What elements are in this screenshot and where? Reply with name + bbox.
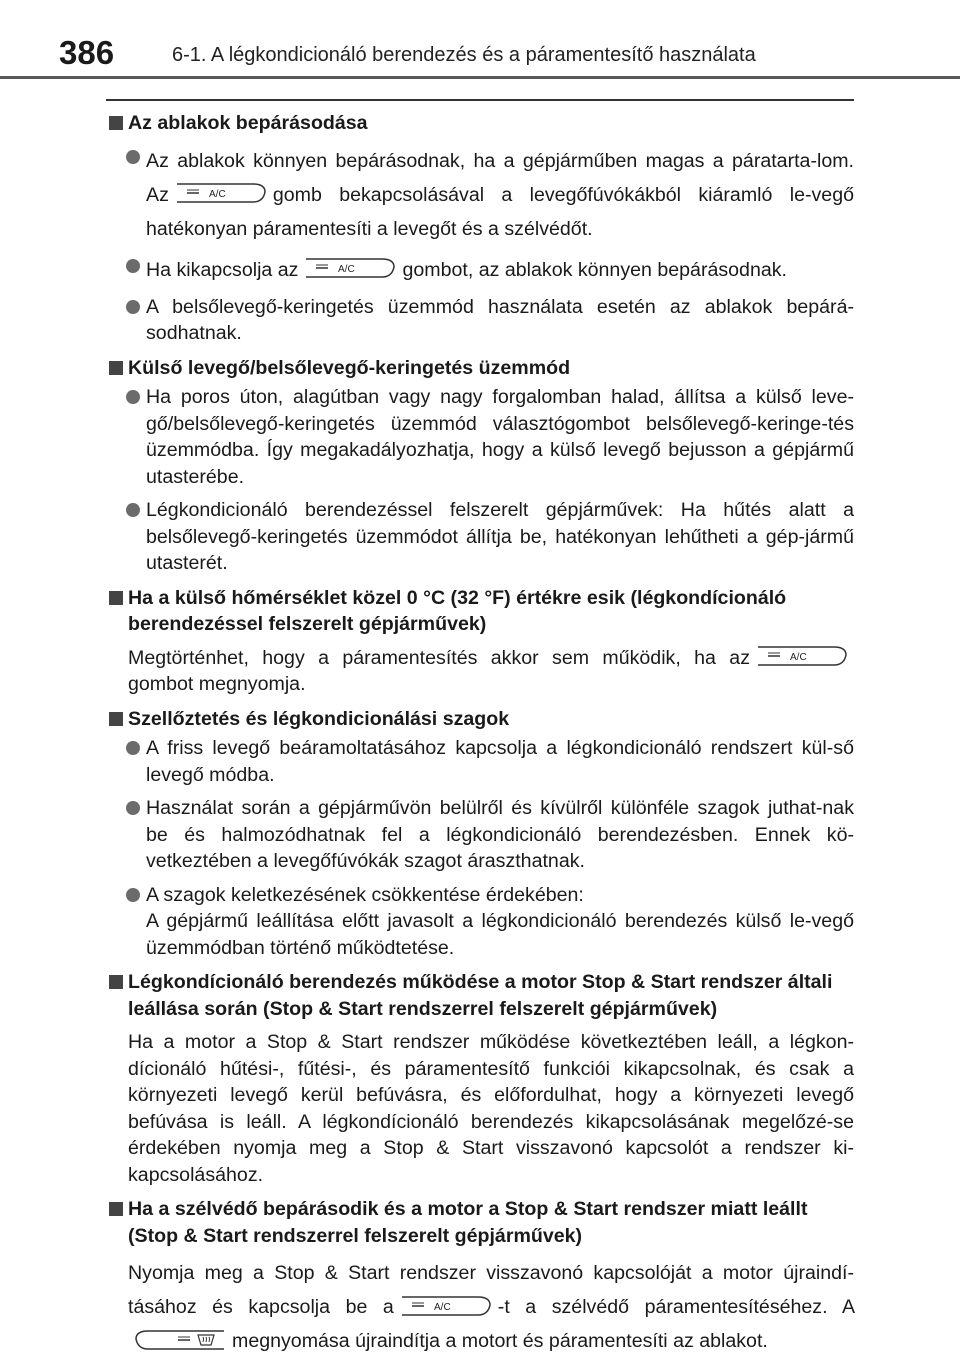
ac-button-icon (756, 645, 848, 667)
square-bullet-icon (109, 975, 123, 989)
page-number: 386 (59, 34, 115, 71)
section-heading: Külső levegő/belsőlevegő-keringetés üzemmód (106, 355, 854, 382)
round-bullet-icon (126, 390, 140, 404)
paragraph: Megtörténhet, hogy a páramentesítés akkor sem működik, ha az A/C gombot megnyomja. (106, 645, 854, 698)
section-heading: Az ablakok bepárásodása (106, 110, 854, 137)
svg-text:A/C: A/C (208, 189, 226, 201)
chapter-title: 6-1. A légkondicionáló berendezés és a páramentesítő használata (172, 44, 756, 66)
list-item: Az ablakok könnyen bepárásodnak, ha a gépjárműben magas a páratarta-lom. Az A/C gomb bekapcsolásával a levegőfúvókákból kiáramló le-vegő hatékonyan páramentesíti a levegőt és a szélvédőt. (106, 144, 854, 246)
windshield-defroster-button-icon (134, 1329, 226, 1351)
ac-button-icon (175, 182, 267, 204)
content-top-rule (106, 99, 854, 101)
svg-text:A/C: A/C (433, 1301, 451, 1313)
square-bullet-icon (109, 361, 123, 375)
paragraph: Nyomja meg a Stop & Start rendszer visszavonó kapcsolóját a motor újraindí-tásához és kapcsolja be a A/C -t a szélvédő páramentesítéséhez. A megnyomása újraindítja a motort és páramentesíti az ablakot. (128, 1262, 854, 1352)
svg-text:A/C: A/C (790, 652, 807, 664)
square-bullet-icon (109, 116, 123, 130)
svg-text:A/C: A/C (338, 264, 356, 276)
page-header (0, 0, 960, 100)
round-bullet-icon (126, 741, 140, 755)
section-heading: Ha a külső hőmérséklet közel 0 °C (32 °F) értékre esik (légkondícionáló berendezéssel felszerelt gépjárművek) (106, 585, 854, 638)
ac-button-icon (304, 257, 396, 279)
section-heading: Ha a szélvédő bepárásodik és a motor a Stop & Start rendszer miatt leállt (Stop & Start rendszerrel felszerelt gépjárművek) (106, 1196, 854, 1249)
square-bullet-icon (109, 1202, 123, 1216)
ac-button-icon (400, 1295, 492, 1317)
round-bullet-icon (126, 503, 140, 517)
list-item: Ha poros úton, alagútban vagy nagy forgalomban halad, állítsa a külső leve-gő/belsőlevegő-keringetés üzemmód választógombot belsőlevegő-keringe-tés üzemmódba. Így megakadályozhatja, hogy a külső levegő bejusson a gépjármű utasterébe. (106, 384, 854, 490)
section-heading: Szellőztetés és légkondicionálási szagok (106, 706, 854, 733)
list-item: Ha kikapcsolja az A/C gombot, az ablakok könnyen bepárásodnak. (106, 253, 854, 287)
list-item: A friss levegő beáramoltatásához kapcsolja a légkondicionáló rendszert kül-ső levegő módba. (106, 735, 854, 788)
header-divider (0, 76, 960, 79)
paragraph: Ha a motor a Stop & Start rendszer működése következtében leáll, a légkon-dícionáló hűtési-, fűtési-, és páramentesítő funkciói kikapcsolnak, és csak a környezeti levegő kerül befúvásra, és előfordulhat, hogy a környezeti levegő befúvása is leáll. A légkondícionáló berendezés kikapcsolásának megelőzé-se érdekében nyomja meg a Stop & Start visszavonó kapcsolót a rendszer ki-kapcsolásához. (128, 1031, 854, 1186)
list-item: Használat során a gépjárművön belülről és kívülről különféle szagok juthat-nak be és halmozódhatnak fel a légkondicionáló berendezésben. Ennek kö-vetkeztében a levegőfúvókák szagot áraszthatnak. (106, 795, 854, 875)
list-item: Légkondicionáló berendezéssel felszerelt gépjárművek: Ha hűtés alatt a belsőlevegő-keringetés üzemmódot állítja be, hatékonyan lehűtheti a gép-jármű utasterét. (106, 497, 854, 577)
square-bullet-icon (109, 591, 123, 605)
round-bullet-icon (126, 801, 140, 815)
round-bullet-icon (126, 300, 140, 314)
round-bullet-icon (126, 150, 140, 164)
list-item: A szagok keletkezésének csökkentése érdekében: A gépjármű leállítása előtt javasolt a légkondicionáló berendezés külső le-vegő üzemmódban történő működtetése. (106, 882, 854, 962)
round-bullet-icon (126, 259, 140, 273)
list-item: A belsőlevegő-keringetés üzemmód használata esetén az ablakok bepárá-sodhatnak. (106, 294, 854, 347)
page-content (106, 106, 854, 1358)
section-heading: Légkondícionáló berendezés működése a motor Stop & Start rendszer általi leállása során (Stop & Start rendszerrel felszerelt gépjárművek) (106, 969, 854, 1022)
round-bullet-icon (126, 888, 140, 902)
square-bullet-icon (109, 712, 123, 726)
